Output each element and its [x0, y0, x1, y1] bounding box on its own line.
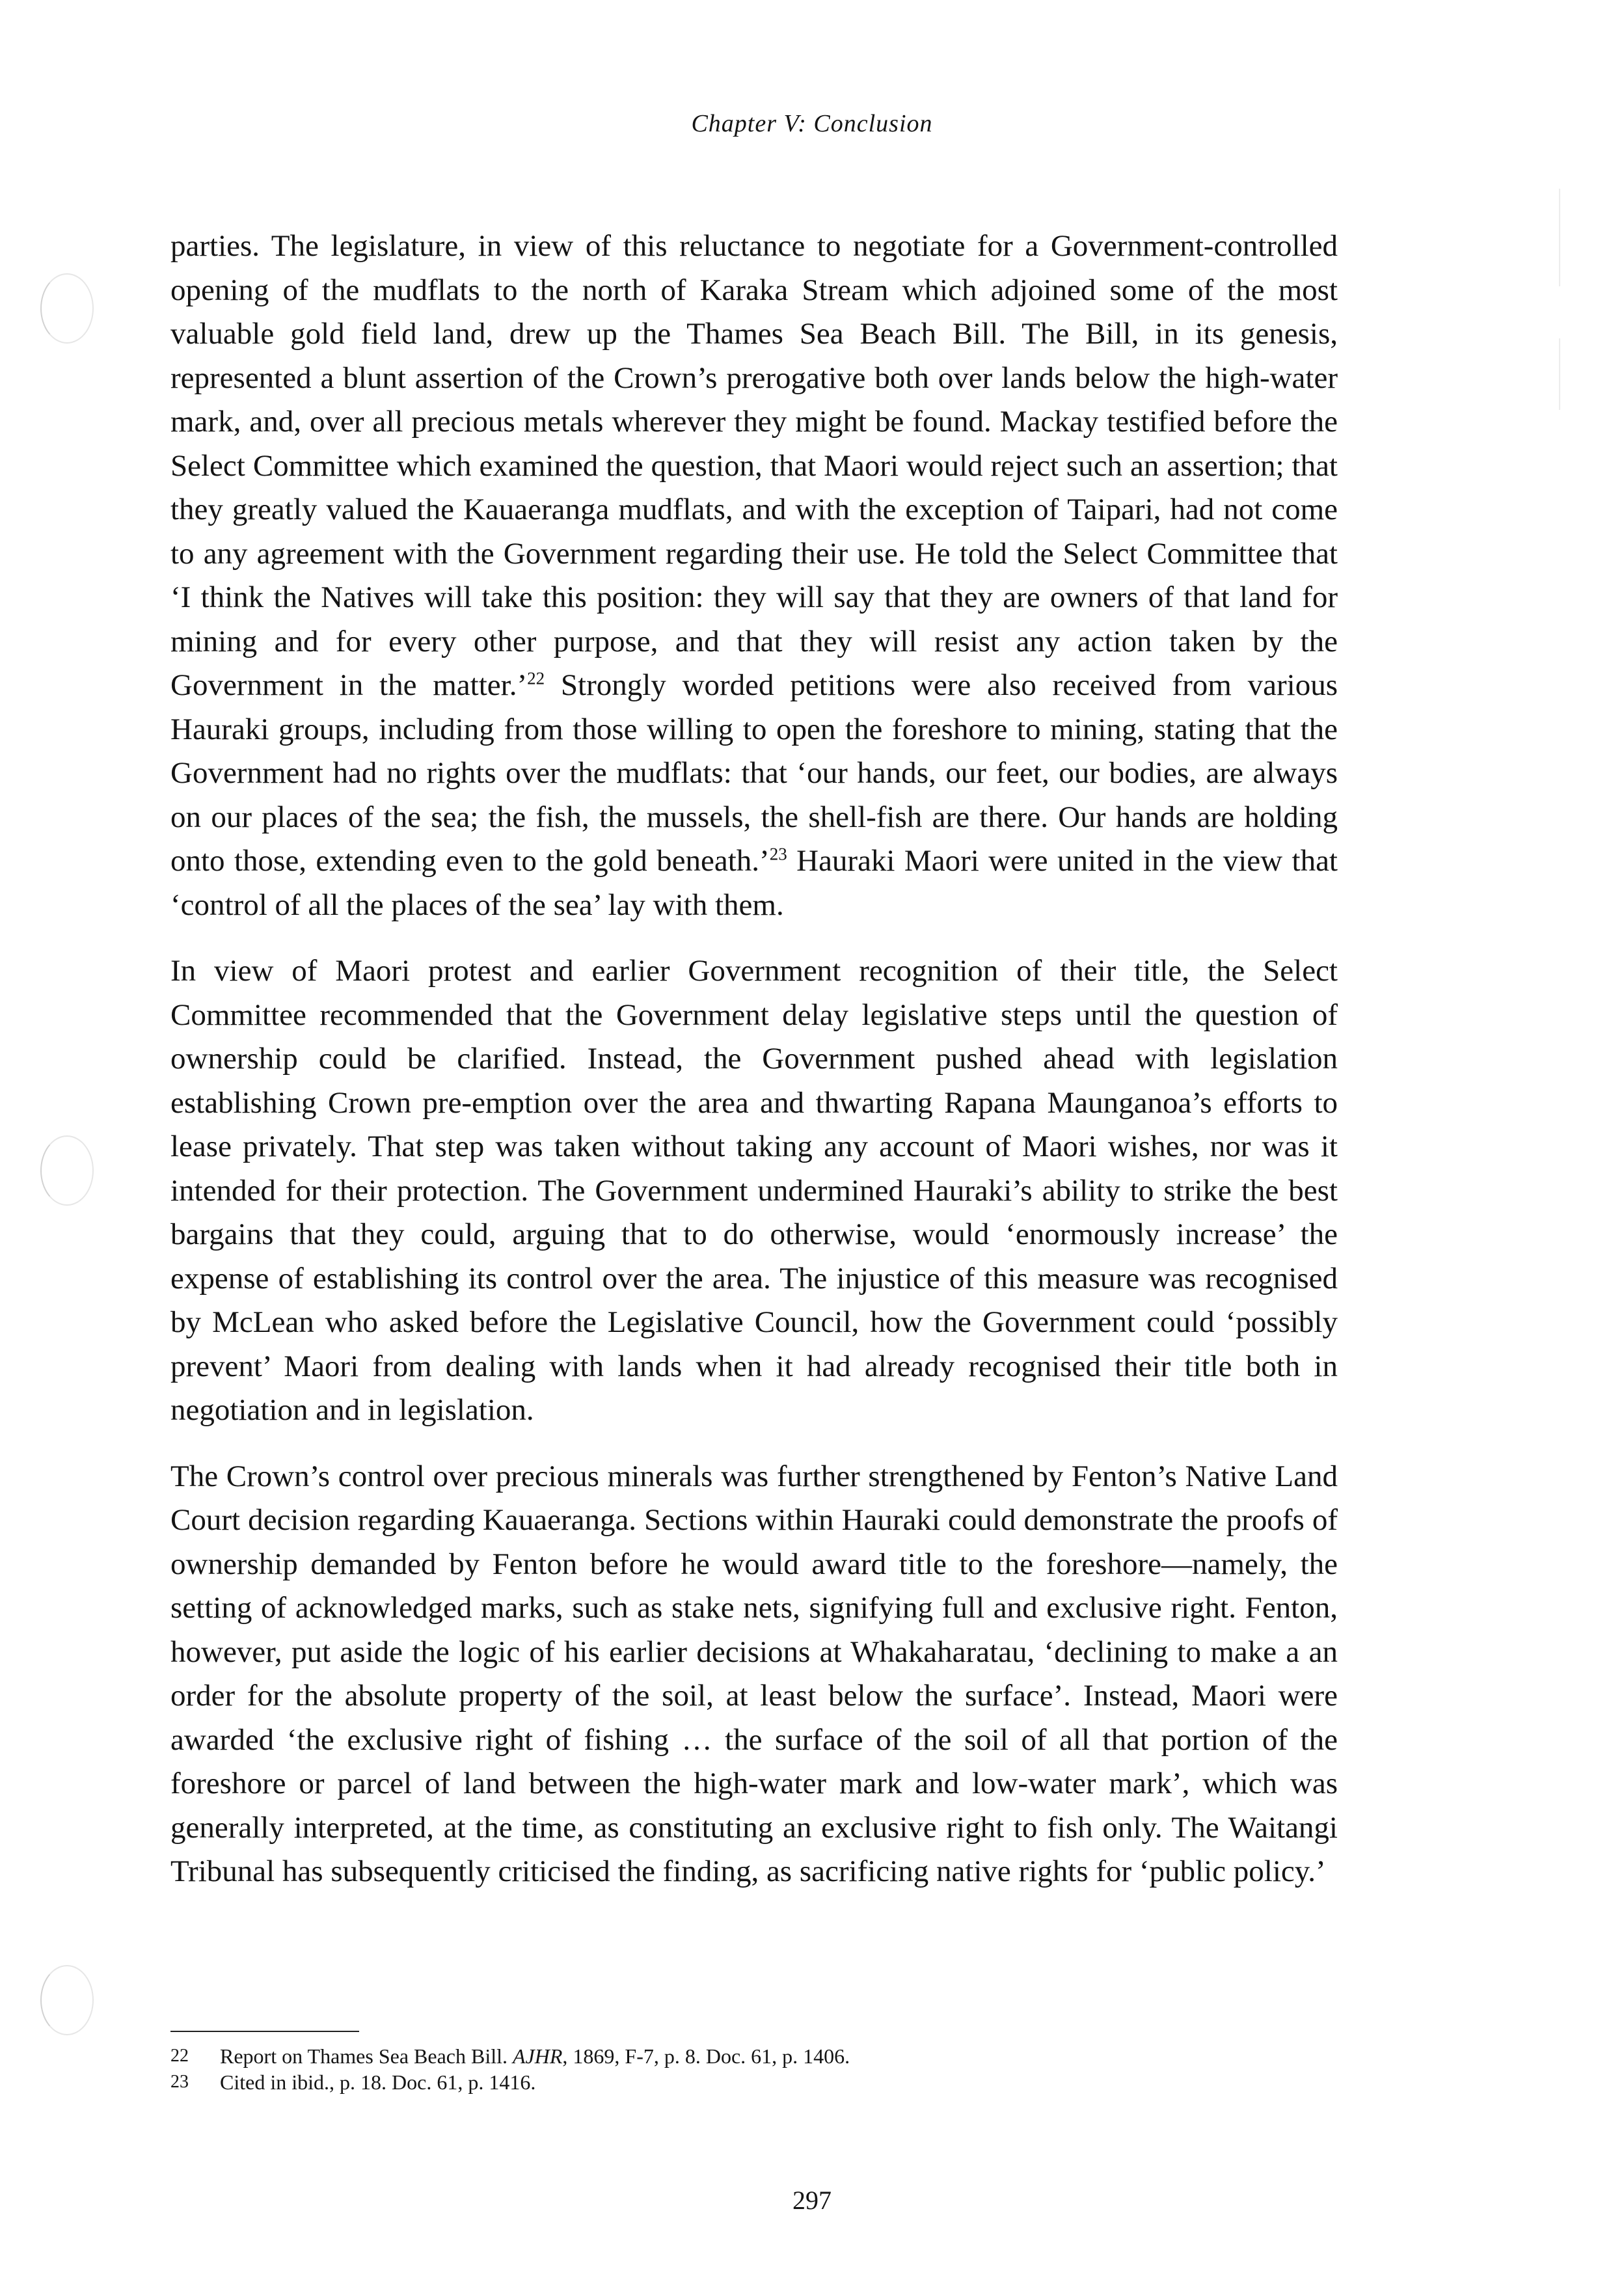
running-head: Chapter V: Conclusion	[691, 110, 933, 137]
footnote-number: 22	[170, 2046, 189, 2066]
footnote-ref-22[interactable]: 22	[527, 668, 545, 688]
footnote-22	[170, 2043, 1338, 2069]
paragraph-2: In view of Maori protest and earlier Government recognition of their title, the Select Committee recommended that the Government delay legislative steps until the question of ownership could be clarified. Instead, the Government pushed ahead with legislation establishing Crown pre-emption over the area and thwarting Rapana Maunganoa’s efforts to lease privately. That step was taken without taking any account of Maori wishes, nor was it intended for their protection. The Government undermined Hauraki’s ability to strike the best bargains that they could, arguing that to do otherwise, would ‘enormously increase’ the expense of establishing its control over the area. The injustice of this measure was recognised by McLean who asked before the Legislative Council, how the Government could ‘possibly prevent’ Maori from dealing with lands when it had already recognised their title both in negotiation and in legislation.	[170, 954, 1338, 1427]
footnote-text-part: , 1869, F-7, p. 8. Doc. 61, p. 1406.	[562, 2044, 850, 2068]
footnotes	[170, 2043, 1338, 2095]
body-text	[170, 224, 1338, 1916]
paragraph-1-text-c: Hauraki Maori were united in the view that ‘control of all the places of the sea’ lay with them.	[170, 844, 1338, 922]
punch-hole-mark	[40, 273, 94, 344]
paragraph-3: The Crown’s control over precious minerals was further strengthened by Fenton’s Native Land Court decision regarding Kauaeranga. Sections within Hauraki could demonstrate the proofs of ownership demanded by Fenton before he would award title to the foreshore—namely, the setting of acknowledged marks, such as stake nets, signifying full and exclusive right. Fenton, however, put aside the logic of his earlier decisions at Whakaharatau, ‘declining to make a an order for the absolute property of the soil, at least below the surface’. Instead, Maori were awarded ‘the exclusive right of fishing … the surface of the soil of all that portion of the foreshore or parcel of land between the high-water mark and low-water mark’, which was generally interpreted, at the time, as constituting an exclusive right to fish only. The Waitangi Tribunal has subsequently criticised the finding, as sacrificing native rights for ‘public policy.’	[170, 1459, 1338, 1888]
punch-hole-mark	[40, 1965, 94, 2035]
paragraph-1-text-b: Strongly worded petitions were also received from various Hauraki groups, including from those willing to open the foreshore to mining, stating that the Government had no rights over the mudflats: that ‘our hands, our feet, our bodies, are always on our places of the sea; the fish, the mussels, the shell-fish are there. Our hands are holding onto those, extending even to the gold beneath.’	[170, 668, 1338, 878]
page-number: 297	[792, 2186, 832, 2215]
footnote-text: Cited in ibid., p. 18. Doc. 61, p. 1416.	[220, 2070, 536, 2094]
paragraph-1-text-a: parties. The legislature, in view of this reluctance to negotiate for a Government-controlled opening of the mudflats to the north of Karaka Stream which adjoined some of the most valuable gold field land, drew up the Thames Sea Beach Bill. The Bill, in its genesis, represented a blunt assertion of the Crown’s prerogative both over lands below the high-water mark, and, over all precious metals wherever they might be found. Mackay testified before the Select Committee which examined the question, that Maori would reject such an assertion; that they greatly valued the Kauaeranga mudflats, and with the exception of Taipari, had not come to any agreement with the Government regarding their use. He told the Select Committee that ‘I think the Natives will take this position: they will say that they are owners of that land for mining and for every other purpose, and that they will resist any action taken by the Government in the matter.’	[170, 229, 1338, 702]
paragraph-1	[170, 224, 1338, 927]
footnote-ref-23[interactable]: 23	[769, 844, 787, 864]
punch-hole-mark	[40, 1135, 94, 1206]
footnote-source-title: AJHR	[512, 2044, 563, 2068]
footnote-rule	[170, 2031, 359, 2032]
scan-edge-mark	[1559, 338, 1560, 410]
footnote-text	[220, 2043, 850, 2069]
scan-edge-mark	[1559, 189, 1560, 286]
footnote-23	[170, 2069, 1338, 2095]
footnote-text-part: Report on Thames Sea Beach Bill.	[220, 2044, 513, 2068]
footnote-number: 23	[170, 2072, 189, 2092]
